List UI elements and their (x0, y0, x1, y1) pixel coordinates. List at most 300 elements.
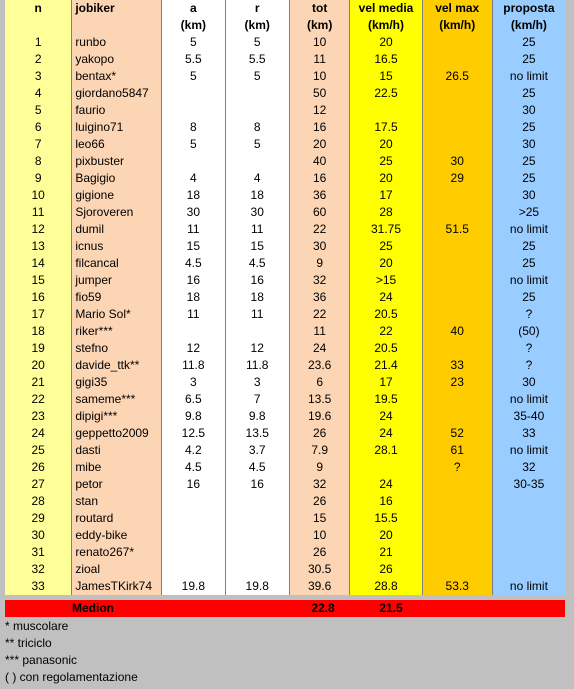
header-vel-max-unit: (km/h) (423, 17, 493, 34)
cell-tot: 26 (290, 544, 350, 561)
row-number: 17 (5, 306, 72, 323)
cell-a (162, 544, 225, 561)
total-label: Medion (72, 601, 114, 615)
cell-tot: 23.6 (290, 357, 350, 374)
cell-r (226, 527, 290, 544)
cell-vel-max (423, 204, 493, 221)
table (5, 0, 565, 595)
cell-tot: 10 (290, 527, 350, 544)
cell-proposta (493, 544, 565, 561)
cell-vel-max (423, 51, 493, 68)
cell-proposta: 25 (493, 153, 565, 170)
total-r (226, 600, 292, 617)
table-row (5, 578, 565, 595)
jobiker-name: faurio (72, 102, 162, 119)
cell-proposta: ? (493, 306, 565, 323)
cell-vel-media: 28 (350, 204, 422, 221)
cell-vel-media: 28.8 (350, 578, 422, 595)
table-row (5, 221, 565, 238)
cell-vel-media: 24 (350, 476, 422, 493)
cell-r (226, 102, 290, 119)
cell-tot: 36 (290, 289, 350, 306)
cell-a: 11 (162, 306, 225, 323)
row-number: 28 (5, 493, 72, 510)
header-row-2 (5, 17, 565, 34)
cell-tot: 32 (290, 476, 350, 493)
cell-vel-media: 17 (350, 187, 422, 204)
cell-proposta: (50) (493, 323, 565, 340)
cell-vel-media: 21.4 (350, 357, 422, 374)
cell-vel-media: 20 (350, 136, 422, 153)
cell-vel-media: 19.5 (350, 391, 422, 408)
cell-proposta: no limit (493, 391, 565, 408)
footnote: * muscolare (5, 619, 69, 633)
cell-vel-media: 22 (350, 323, 422, 340)
table-row (5, 408, 565, 425)
row-number: 10 (5, 187, 72, 204)
header-vel-media-unit: (km/h) (350, 17, 422, 34)
cell-vel-max (423, 408, 493, 425)
cell-proposta: no limit (493, 442, 565, 459)
header-a-unit: (km) (162, 17, 225, 34)
cell-tot: 10 (290, 68, 350, 85)
cell-tot: 12 (290, 102, 350, 119)
table-row (5, 34, 565, 51)
cell-vel-max (423, 289, 493, 306)
row-number: 1 (5, 34, 72, 51)
cell-vel-media (350, 102, 422, 119)
cell-a (162, 493, 225, 510)
jobiker-name: mibe (72, 459, 162, 476)
cell-vel-media: 20 (350, 34, 422, 51)
cell-r: 4.5 (226, 255, 290, 272)
cell-a: 16 (162, 476, 225, 493)
table-row (5, 255, 565, 272)
header-row-1 (5, 0, 565, 17)
cell-a: 30 (162, 204, 225, 221)
cell-proposta: no limit (493, 221, 565, 238)
row-number: 19 (5, 340, 72, 357)
cell-tot: 9 (290, 255, 350, 272)
table-row (5, 544, 565, 561)
cell-r: 18 (226, 289, 290, 306)
cell-tot: 30 (290, 238, 350, 255)
row-number: 15 (5, 272, 72, 289)
cell-tot: 36 (290, 187, 350, 204)
cell-vel-media: 24 (350, 425, 422, 442)
jobiker-name: routard (72, 510, 162, 527)
cell-a (162, 561, 225, 578)
cell-proposta: no limit (493, 68, 565, 85)
table-row (5, 561, 565, 578)
header-n-unit (5, 17, 72, 34)
cell-a: 4.2 (162, 442, 225, 459)
row-number: 13 (5, 238, 72, 255)
table-row (5, 442, 565, 459)
row-number: 6 (5, 119, 72, 136)
cell-proposta: 30 (493, 374, 565, 391)
row-number: 23 (5, 408, 72, 425)
cell-tot: 30.5 (290, 561, 350, 578)
cell-vel-max: 33 (423, 357, 493, 374)
cell-tot: 26 (290, 493, 350, 510)
cell-a (162, 85, 225, 102)
table-row (5, 323, 565, 340)
table-row (5, 289, 565, 306)
row-number: 20 (5, 357, 72, 374)
cell-vel-max (423, 476, 493, 493)
header-a: a (162, 0, 225, 17)
cell-vel-media: 20 (350, 255, 422, 272)
row-number: 14 (5, 255, 72, 272)
cell-tot: 13.5 (290, 391, 350, 408)
jobiker-name: stefno (72, 340, 162, 357)
cell-vel-max (423, 255, 493, 272)
cell-r: 13.5 (226, 425, 290, 442)
jobiker-name: zioal (72, 561, 162, 578)
jobiker-name: Bagigio (72, 170, 162, 187)
cell-vel-media: 24 (350, 289, 422, 306)
table-row (5, 119, 565, 136)
cell-tot: 20 (290, 136, 350, 153)
cell-proposta: no limit (493, 272, 565, 289)
cell-vel-max (423, 34, 493, 51)
cell-tot: 7.9 (290, 442, 350, 459)
cell-r (226, 85, 290, 102)
cell-a (162, 510, 225, 527)
table-row (5, 102, 565, 119)
row-number: 9 (5, 170, 72, 187)
jobiker-name: jumper (72, 272, 162, 289)
row-number: 31 (5, 544, 72, 561)
total-tot: 22.8 (311, 601, 335, 615)
cell-vel-max (423, 340, 493, 357)
cell-vel-media: 25 (350, 238, 422, 255)
row-number: 26 (5, 459, 72, 476)
jobiker-name: dasti (72, 442, 162, 459)
cell-tot: 6 (290, 374, 350, 391)
jobiker-name: renato267* (72, 544, 162, 561)
cell-vel-max (423, 493, 493, 510)
cell-vel-media (350, 459, 422, 476)
total-a (161, 600, 226, 617)
cell-vel-media: 20.5 (350, 306, 422, 323)
cell-vel-media: 20 (350, 527, 422, 544)
cell-vel-max (423, 102, 493, 119)
row-number: 32 (5, 561, 72, 578)
table-row (5, 272, 565, 289)
cell-vel-media: 20.5 (350, 340, 422, 357)
table-row (5, 340, 565, 357)
cell-a (162, 102, 225, 119)
cell-tot: 32 (290, 272, 350, 289)
cell-a: 12.5 (162, 425, 225, 442)
header-proposta: proposta (493, 0, 565, 17)
cell-a (162, 323, 225, 340)
jobiker-name: sameme*** (72, 391, 162, 408)
cell-r (226, 153, 290, 170)
table-row (5, 204, 565, 221)
table-row (5, 357, 565, 374)
cell-vel-media: >15 (350, 272, 422, 289)
cell-r: 11 (226, 306, 290, 323)
total-proposta (500, 600, 565, 617)
cell-a: 11 (162, 221, 225, 238)
header-proposta-unit: (km/h) (493, 17, 565, 34)
cell-proposta: 25 (493, 170, 565, 187)
cell-proposta (493, 493, 565, 510)
cell-r: 5 (226, 136, 290, 153)
cell-r: 5 (226, 34, 290, 51)
jobiker-name: yakopo (72, 51, 162, 68)
table-row (5, 425, 565, 442)
cell-proposta: 33 (493, 425, 565, 442)
cell-a (162, 153, 225, 170)
cell-vel-max: 53.3 (423, 578, 493, 595)
header-tot: tot (290, 0, 350, 17)
cell-vel-max (423, 391, 493, 408)
cell-vel-max: 30 (423, 153, 493, 170)
row-number: 2 (5, 51, 72, 68)
cell-vel-media: 26 (350, 561, 422, 578)
jobiker-name: dipigi*** (72, 408, 162, 425)
jobiker-name: davide_ttk** (72, 357, 162, 374)
row-number: 27 (5, 476, 72, 493)
row-number: 29 (5, 510, 72, 527)
cell-r (226, 544, 290, 561)
cell-proposta: 32 (493, 459, 565, 476)
cell-vel-max (423, 561, 493, 578)
row-number: 22 (5, 391, 72, 408)
jobiker-name: luigino71 (72, 119, 162, 136)
header-tot-unit: (km) (290, 17, 350, 34)
row-number: 16 (5, 289, 72, 306)
cell-tot: 9 (290, 459, 350, 476)
cell-a: 4.5 (162, 459, 225, 476)
cell-tot: 39.6 (290, 578, 350, 595)
cell-r (226, 561, 290, 578)
cell-proposta: 30 (493, 136, 565, 153)
jobiker-name: gigi35 (72, 374, 162, 391)
row-number: 4 (5, 85, 72, 102)
total-n (5, 600, 69, 617)
row-number: 3 (5, 68, 72, 85)
cell-vel-max: 51.5 (423, 221, 493, 238)
cell-r (226, 493, 290, 510)
cell-vel-media: 16 (350, 493, 422, 510)
cell-tot: 22 (290, 306, 350, 323)
table-row (5, 85, 565, 102)
jobiker-name: dumil (72, 221, 162, 238)
cell-r: 5.5 (226, 51, 290, 68)
cell-vel-media: 31.75 (350, 221, 422, 238)
cell-vel-max (423, 187, 493, 204)
row-number: 30 (5, 527, 72, 544)
row-number: 7 (5, 136, 72, 153)
cell-vel-max (423, 510, 493, 527)
cell-a: 4 (162, 170, 225, 187)
cell-a: 18 (162, 187, 225, 204)
table-row (5, 170, 565, 187)
table-row (5, 68, 565, 85)
cell-a: 18 (162, 289, 225, 306)
cell-r: 18 (226, 187, 290, 204)
cell-r: 11 (226, 221, 290, 238)
jobiker-name: pixbuster (72, 153, 162, 170)
table-row (5, 527, 565, 544)
jobiker-name: gigione (72, 187, 162, 204)
cell-vel-max: 61 (423, 442, 493, 459)
table-row (5, 187, 565, 204)
cell-proposta: 25 (493, 289, 565, 306)
cell-proposta: 25 (493, 238, 565, 255)
row-number: 8 (5, 153, 72, 170)
cell-a: 5 (162, 34, 225, 51)
cell-a: 16 (162, 272, 225, 289)
cell-vel-max (423, 85, 493, 102)
cell-r: 9.8 (226, 408, 290, 425)
header-n: n (5, 0, 72, 17)
total-vel-max (428, 600, 500, 617)
jobiker-name: JamesTKirk74 (72, 578, 162, 595)
cell-vel-max (423, 527, 493, 544)
cell-r: 4.5 (226, 459, 290, 476)
cell-tot: 40 (290, 153, 350, 170)
cell-vel-max: 40 (423, 323, 493, 340)
header-r: r (226, 0, 290, 17)
table-row (5, 391, 565, 408)
cell-tot: 26 (290, 425, 350, 442)
cell-r (226, 323, 290, 340)
cell-a: 4.5 (162, 255, 225, 272)
cell-vel-max (423, 119, 493, 136)
cell-r: 3.7 (226, 442, 290, 459)
cell-a: 9.8 (162, 408, 225, 425)
cell-a: 12 (162, 340, 225, 357)
cell-a: 6.5 (162, 391, 225, 408)
jobiker-name: fio59 (72, 289, 162, 306)
jobiker-name: stan (72, 493, 162, 510)
cell-r: 16 (226, 476, 290, 493)
cell-a: 5 (162, 136, 225, 153)
cell-tot: 15 (290, 510, 350, 527)
cell-tot: 16 (290, 170, 350, 187)
cell-proposta (493, 527, 565, 544)
cell-vel-max: 23 (423, 374, 493, 391)
table-row (5, 510, 565, 527)
table-row (5, 238, 565, 255)
cell-proposta: no limit (493, 578, 565, 595)
cell-vel-max (423, 238, 493, 255)
cell-proposta: 25 (493, 119, 565, 136)
cell-tot: 19.6 (290, 408, 350, 425)
cell-a: 11.8 (162, 357, 225, 374)
cell-vel-media: 21 (350, 544, 422, 561)
cell-r: 8 (226, 119, 290, 136)
jobiker-name: geppetto2009 (72, 425, 162, 442)
table-row (5, 306, 565, 323)
cell-a: 19.8 (162, 578, 225, 595)
cell-r: 5 (226, 68, 290, 85)
cell-vel-media: 15 (350, 68, 422, 85)
row-number: 5 (5, 102, 72, 119)
table-row (5, 136, 565, 153)
cell-tot: 10 (290, 34, 350, 51)
jobiker-name: Sjoroveren (72, 204, 162, 221)
header-jobiker-unit (72, 17, 162, 34)
cell-vel-media: 20 (350, 170, 422, 187)
cell-r: 7 (226, 391, 290, 408)
cell-vel-max (423, 136, 493, 153)
cell-proposta: 25 (493, 34, 565, 51)
row-number: 18 (5, 323, 72, 340)
jobiker-name: eddy-bike (72, 527, 162, 544)
cell-r: 30 (226, 204, 290, 221)
footnote: ( ) con regolamentazione (5, 670, 138, 684)
row-number: 11 (5, 204, 72, 221)
cell-tot: 22 (290, 221, 350, 238)
cell-tot: 11 (290, 51, 350, 68)
cell-proposta: ? (493, 357, 565, 374)
cell-r: 16 (226, 272, 290, 289)
table-row (5, 153, 565, 170)
header-r-unit: (km) (226, 17, 290, 34)
footnotes (5, 618, 138, 686)
row-number: 21 (5, 374, 72, 391)
cell-proposta (493, 561, 565, 578)
cell-proposta: >25 (493, 204, 565, 221)
table-row (5, 51, 565, 68)
cell-vel-max (423, 544, 493, 561)
jobiker-name: bentax* (72, 68, 162, 85)
jobiker-name: riker*** (72, 323, 162, 340)
cell-r: 12 (226, 340, 290, 357)
cell-proposta: 25 (493, 85, 565, 102)
footnote: ** triciclo (5, 636, 52, 650)
jobiker-name: petor (72, 476, 162, 493)
cell-vel-media: 22.5 (350, 85, 422, 102)
cell-vel-max: 52 (423, 425, 493, 442)
cell-vel-max (423, 272, 493, 289)
cell-proposta: 30 (493, 102, 565, 119)
jobiker-name: runbo (72, 34, 162, 51)
cell-vel-max: ? (423, 459, 493, 476)
header-jobiker: jobiker (72, 0, 162, 17)
table-row (5, 493, 565, 510)
cell-a: 5.5 (162, 51, 225, 68)
cell-a: 8 (162, 119, 225, 136)
jobiker-name: icnus (72, 238, 162, 255)
cell-proposta: 35-40 (493, 408, 565, 425)
table-row (5, 459, 565, 476)
cell-tot: 24 (290, 340, 350, 357)
cell-proposta: 30-35 (493, 476, 565, 493)
cell-a (162, 527, 225, 544)
cell-a: 15 (162, 238, 225, 255)
cell-proposta: 30 (493, 187, 565, 204)
row-number: 12 (5, 221, 72, 238)
jobiker-name: filcancal (72, 255, 162, 272)
row-number: 25 (5, 442, 72, 459)
cell-proposta: 25 (493, 255, 565, 272)
cell-vel-media: 28.1 (350, 442, 422, 459)
row-number: 24 (5, 425, 72, 442)
table-row (5, 476, 565, 493)
total-row (5, 600, 565, 617)
cell-vel-max: 26.5 (423, 68, 493, 85)
cell-proposta: ? (493, 340, 565, 357)
table-row (5, 374, 565, 391)
